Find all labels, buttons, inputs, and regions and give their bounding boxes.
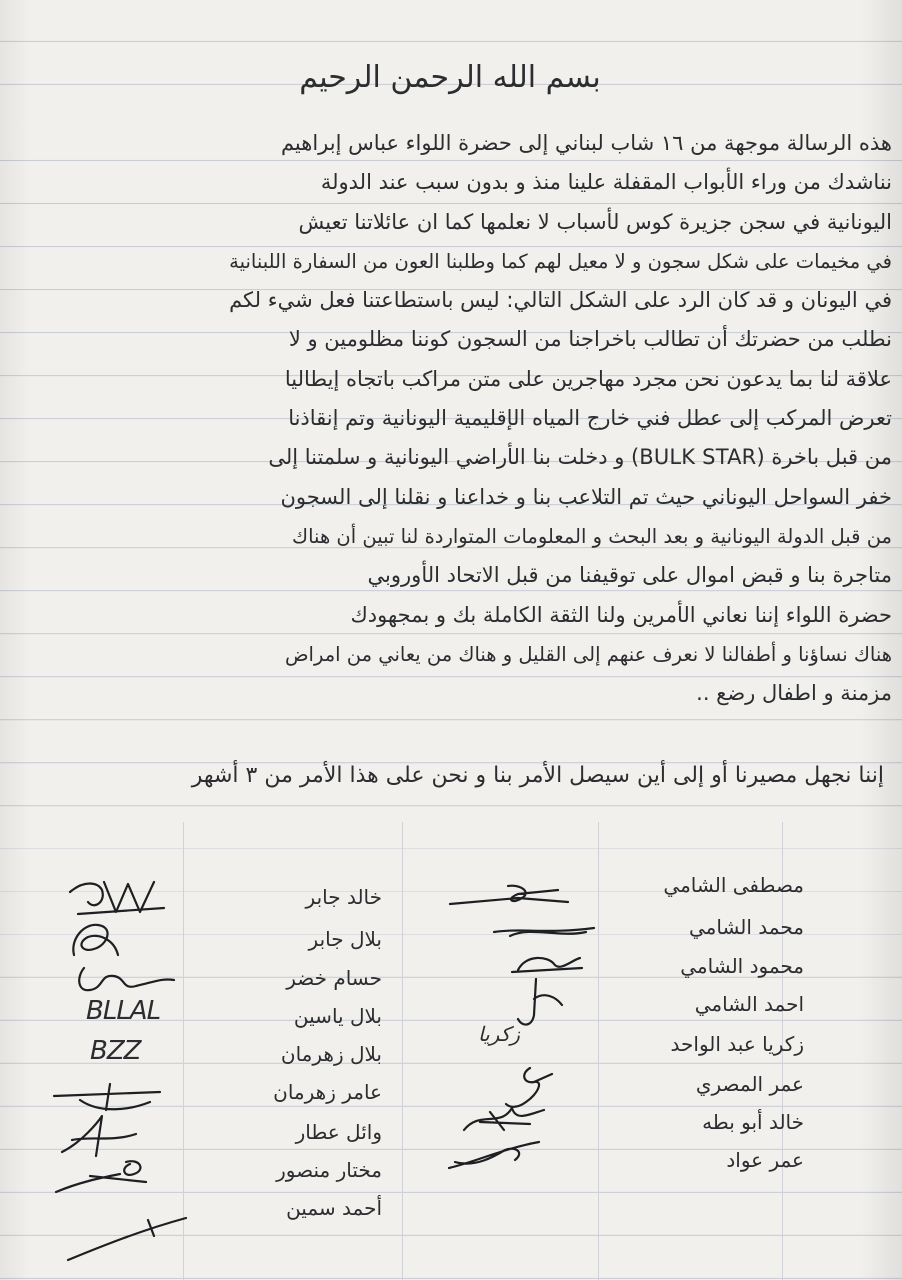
handwritten-signature [50,1152,160,1198]
signatory-name: عمر المصري [695,1072,804,1096]
letter-line: في اليونان و قد كان الرد على الشكل التالي: ليس باستطاعتنا فعل شيء لكم [229,288,892,313]
letter-line: خفر السواحل اليوناني حيث تم التلاعب بنا و خداعنا و نقلنا إلى السجون [280,484,892,509]
closing-sentence: إننا نجهل مصيرنا أو إلى أين سيصل الأمر بنا و نحن على هذا الأمر من ٣ أشهر [191,763,884,788]
letter-line: علاقة لنا بما يدعون نحن مجرد مهاجرين على متن مراكب باتجاه إيطاليا [284,366,892,391]
basmala-heading: بسم الله الرحمن الرحيم [299,60,601,95]
letter-line: متاجرة بنا و قبض اموال على توقيفنا من قبل الاتحاد الأوروبي [367,563,892,588]
letter-line: في مخيمات على شكل سجون و لا معيل لهم كما وطلبنا العون من السفارة اللبنانية [229,249,892,273]
signatory-name: بلال ياسين [293,1004,382,1028]
signatory-name: مصطفى الشامي [663,873,804,897]
letter-line: اليونانية في سجن جزيرة كوس لأسباب لا نعلمها كما ان عائلاتنا تعيش [298,209,892,234]
letter-line: تعرض المركب إلى عطل فني خارج المياه الإقليمية اليونانية وتم إنقاذنا [288,406,892,431]
signatory-name: مختار منصور [276,1158,382,1182]
letter-line: هناك نساؤنا و أطفالنا لا نعرف عنهم إلى القليل و هناك من يعاني من امراض [284,642,892,666]
signatory-name: محمود الشامي [680,954,804,978]
signatory-name: بلال جابر [308,927,382,951]
signatory-name: خالد أبو بطه [702,1110,804,1134]
letter-line: مزمنة و اطفال رضع .. [696,681,892,706]
letter-line: هذه الرسالة موجهة من ١٦ شاب لبناني إلى حضرة اللواء عباس إبراهيم [280,131,892,155]
signatory-name: محمد الشامي [688,915,804,939]
handwritten-signature [70,958,180,998]
handwritten-signature-bilal-zahrman: BZZ [90,1036,141,1066]
letter-line: نطلب من حضرتك أن تطالب باخراجنا من السجون كوننا مظلومين و لا [288,327,892,352]
handwritten-signature [460,1100,550,1136]
letter-line: من قبل باخرة (BULK STAR) و دخلت بنا الأراضي اليونانية و سلمتنا إلى [268,445,892,470]
handwritten-signature [445,1138,545,1174]
signatory-name: زكريا عبد الواحد [670,1032,804,1056]
signatory-name: خالد جابر [305,885,382,909]
signatory-name: حسام خضر [286,966,382,990]
signatory-name: وائل عطار [295,1120,382,1144]
signatory-name: عامر زهرمان [273,1080,382,1104]
handwritten-signature [448,880,578,910]
signatory-name: عمر عواد [726,1148,804,1172]
handwritten-signature-zakaria: زكريا [478,1022,520,1046]
signatory-name: بلال زهرمان [280,1042,382,1066]
signatory-name: أحمد سمين [286,1196,382,1220]
handwritten-signature [490,918,600,942]
signatory-name: احمد الشامي [694,992,804,1016]
handwritten-signature [62,1210,192,1266]
letter-line: نناشدك من وراء الأبواب المقفلة علينا منذ و بدون سبب عند الدولة [320,170,892,195]
letter-line: من قبل الدولة اليونانية و بعد البحث و المعلومات المتواردة لنا تبين أن هناك [292,524,892,548]
handwritten-signature-bilal-yassin: BLLAL [86,996,161,1026]
letter-line: حضرة اللواء إننا نعاني الأمرين ولنا الثقة الكاملة بك و بمجهودك [350,602,892,627]
